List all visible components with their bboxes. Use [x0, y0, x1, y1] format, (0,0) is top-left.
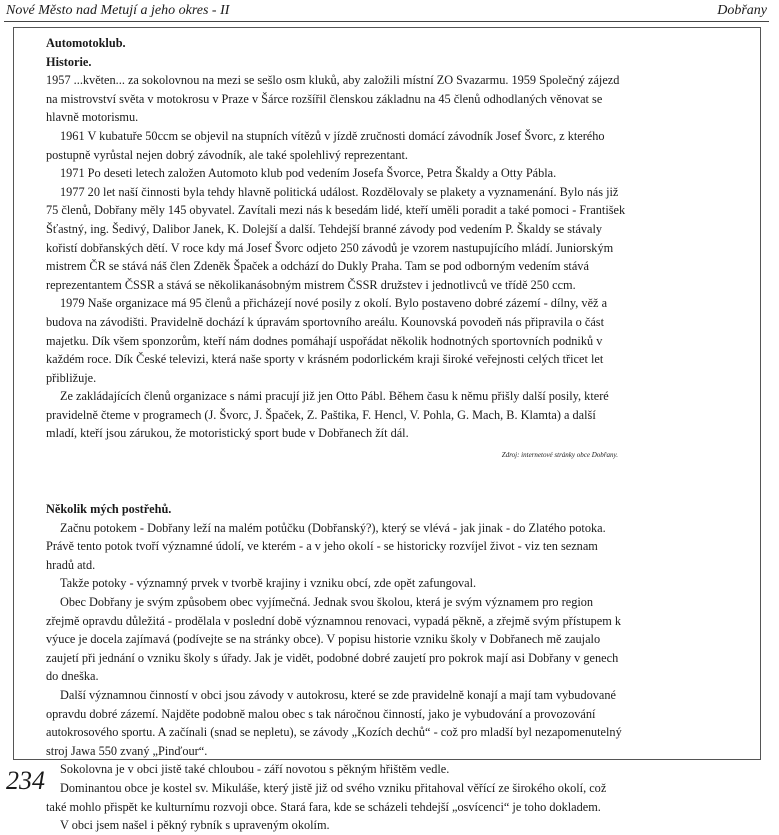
paragraph	[46, 816, 626, 835]
paragraph	[46, 71, 626, 127]
header-book-title: Nové Město nad Metují a jeho okres - II	[6, 3, 230, 18]
paragraph-text: 1961 V kubatuře 50ccm se objevil na stupních vítězů v jízdě zručnosti domácí závodník Josef Švorc, z kterého postupně vyrůstal nejen dobrý závodník, ale také spolehlivý reprezentant.	[46, 128, 605, 162]
page-number: 234	[6, 766, 45, 795]
paragraph	[46, 127, 626, 164]
paragraph	[46, 164, 626, 183]
paragraph-text: Obec Dobřany je svým způsobem obec vyjímečná. Jednak svou školou, která je svým významem pro region zřejmě opravdu důležitá - prodělala v poslední době významnou renovaci, vypadá pěkně, a zřejmě svým přístupem k výuce je docela zajímavá (podívejte se na stránky obce). V popisu historie vzniku školy v Dobřanech mě zaujalo zaujetí při jednání o vzniku školy s úřady. Jak je vidět, podobné dobré zaujetí pro pokrok mají asi Dobřany v genech do dneška.	[46, 595, 622, 684]
paragraph-text: 1977 20 let naší činnosti byla tehdy hlavně politická událost. Rozdělovaly se plakety a vyznamenání. Bylo nás již 75 členů, Dobřany měly 145 obyvatel. Zavítali mezi nás k besedám lidé, kteří uměli poradit a také pomoci - František Šťastný, ing. Šedivý, Dalibor Janek, K. Dolejší a další. Tehdejší branné závody pod vedením P. Škaldy se stávaly kořistí dobřanských dětí. V roce kdy má Josef Švorc odjeto 250 závodů je vzorem nastupujícího mládí. Juniorským mistrem ČR se stává náš člen Zdeněk Špaček a odchází do Dukly Praha. Tam se pod odborným vedením stává reprezentantem ČSSR a stává se několikanásobným mistrem ČSSR družstev i jednotlivců ve třídě 250 ccm.	[46, 184, 626, 292]
section-subtitle: Historie.	[46, 54, 92, 69]
section-title: Automotoklub.	[46, 36, 126, 50]
paragraph-text: Takže potoky - významný prvek v tvorbě krajiny i vzniku obcí, zde opět zafungoval.	[60, 576, 477, 591]
paragraph-text: 1971 Po deseti letech založen Automoto klub pod vedením Josefa Švorce, Petra Škaldy a Otty Pábla.	[60, 166, 557, 181]
automotoklub-section	[46, 34, 626, 460]
paragraph-text: Sokolovna je v obci jistě také chloubou - září novotou s pěkným hřištěm vedle.	[60, 762, 450, 777]
content-body	[46, 34, 626, 835]
paragraph-text: 1979 Naše organizace má 95 členů a přicházejí nové posily z okolí. Bylo postaveno dobré zázemí - dílny, věž a budova na závodišti. Pravidelně dochází k úpravám sportovního areálu. Kounovská povodeň nás připravila o část majetku. Dík všem sponzorům, kteří nám dodnes pomáhají uspořádat několik hodnotných sportovních podniků v každém roce. Dík České televizi, která naše sporty v krásném podorlickém kraji široké veřejnosti celých třicet let přibližuje.	[46, 296, 608, 385]
paragraph-text: Další významnou činností v obci jsou závody v autokrosu, které se zde pravidelně konají a mají tam vybudované opravdu dobré zázemí. Najděte podobně malou obec s tak náročnou činností, jako je vybudování a provozování autokrosového sportu. A začínali (snad se nepletu), se závody „Kozích dechů“ - což pro mladší byl nezapomenutelný stroj Jawa 550 zvaný „Pinďour“.	[46, 688, 622, 758]
paragraph	[46, 779, 626, 816]
paragraph	[46, 593, 626, 686]
paragraph	[46, 387, 626, 443]
paragraph	[46, 574, 626, 593]
paragraph	[46, 760, 626, 779]
paragraph-text: Ze zakládajících členů organizace s námi pracují již jen Otto Pábl. Během času k němu přišly další posily, které pravidelně čteme v programech (J. Švorc, J. Špaček, Z. Paštika, F. Hencl, V. Pohla, G. Mach, B. Klamta) a další mladí, kteří jsou zárukou, že motoristický sport bude v Dobřanech žít dál.	[46, 389, 609, 441]
paragraph	[46, 519, 626, 575]
paragraph-text: V obci jsem našel i pěkný rybník s upraveným okolím.	[60, 818, 330, 833]
running-header	[0, 0, 779, 22]
source-note: Zdroj: internetové stránky obce Dobřany.	[501, 451, 618, 460]
header-rule	[4, 21, 769, 22]
paragraph	[46, 686, 626, 760]
paragraph	[46, 183, 626, 295]
section-gap	[46, 460, 626, 500]
section-title: Několik mých postřehů.	[46, 502, 172, 517]
paragraph-text: 1957 ...květen... za sokolovnou na mezi se sešlo osm kluků, aby založili místní ZO Svazarmu. 1959 Společný zájezd na mistrovství světa v motokrosu v Praze v Šárce rozšířil členskou základnu na 45 členů odhodlaných věnovat se hlavně motorismu.	[46, 73, 620, 125]
paragraph	[46, 294, 626, 387]
observations-section	[46, 500, 626, 835]
paragraph-text: Začnu potokem - Dobřany leží na malém potůčku (Dobřanský?), který se vlévá - jak jinak - do Zlatého potoka. Právě tento potok tvoří významné údolí, ve kterém - a v jeho okolí - se historicky rozvíjel život - viz ten seznam hradů atd.	[46, 520, 606, 572]
header-chapter-title: Dobřany	[717, 3, 767, 18]
paragraph-text: Dominantou obce je kostel sv. Mikuláše, který jistě již od svého vzniku přitahoval věřící ze širokého okolí, což také mohlo přispět ke kulturnímu rozvoji obce. Stará fara, kde se scházeli tehdejší „osvícenci“ je toho dokladem.	[46, 780, 607, 814]
